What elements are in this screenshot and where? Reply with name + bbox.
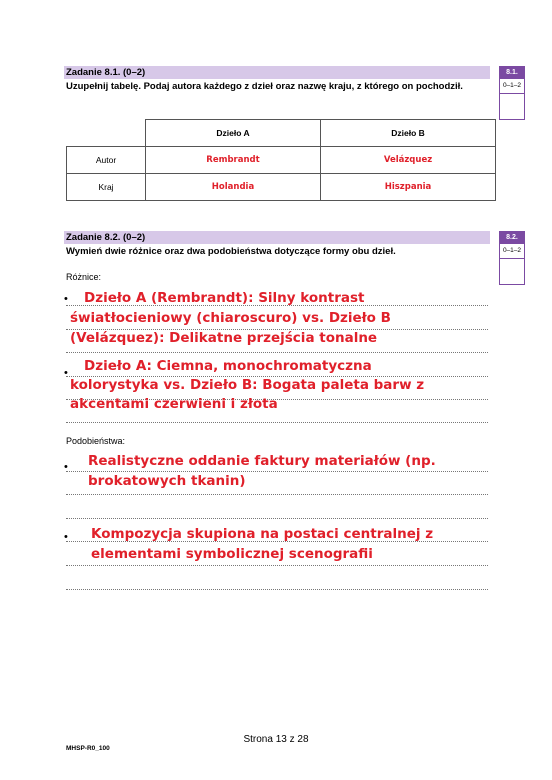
table-header: Dzieło B [321, 120, 496, 147]
table-row [67, 147, 496, 174]
task-instruction: Uzupełnij tabelę. Podaj autora każdego z dzieł oraz nazwę kraju, z którego on pochodził. [66, 81, 463, 92]
bullet: • [64, 367, 68, 379]
answer-text: światłocieniowy (chiaroscuro) vs. Dzieło B [70, 310, 391, 326]
answer-cell[interactable]: Holandia [146, 174, 321, 201]
table-row [67, 174, 496, 201]
differences-label: Różnice: [66, 272, 102, 282]
answer-line [66, 518, 488, 519]
similarities-label: Podobieństwa: [66, 436, 126, 446]
score-box [499, 244, 525, 285]
answer-text: Realistyczne oddanie faktury materiałów (np. [88, 453, 436, 469]
bullet: • [64, 293, 68, 305]
answer-text: Dzieło A (Rembrandt): Silny kontrast [84, 290, 365, 306]
task-title: Zadanie 8.2. (0–2) [66, 232, 146, 243]
score-label: 8.1. [499, 66, 525, 79]
task-instruction: Wymień dwie różnice oraz dwa podobieństwa dotyczące formy obu dzieł. [66, 246, 396, 257]
answer-text: kolorystyka vs. Dzieło B: Bogata paleta barw z [70, 377, 425, 393]
table-header: Dzieło A [146, 120, 321, 147]
row-label: Autor [67, 147, 146, 174]
score-label: 8.2. [499, 231, 525, 244]
page-number: Strona 13 z 28 [243, 734, 309, 745]
answer-line [66, 422, 488, 423]
bullet: • [64, 461, 68, 473]
score-points: 0–1–2 [500, 244, 524, 259]
answer-line [66, 352, 488, 353]
answer-text: brokatowych tkanin) [88, 473, 246, 489]
answer-line [66, 565, 488, 566]
score-points: 0–1–2 [500, 79, 524, 94]
answer-cell[interactable]: Hiszpania [321, 174, 496, 201]
answer-text: Kompozycja skupiona na postaci centralnej z [91, 526, 434, 542]
answer-table [66, 119, 496, 201]
answer-line [66, 494, 488, 495]
document-code: MHSP-R0_100 [66, 745, 110, 752]
row-label: Kraj [67, 174, 146, 201]
answer-cell[interactable]: Velázquez [321, 147, 496, 174]
answer-text: elementami symbolicznej scenografii [91, 546, 373, 562]
answer-text: akcentami czerwieni i złota [70, 396, 278, 412]
table-corner [67, 120, 146, 147]
answer-cell[interactable]: Rembrandt [146, 147, 321, 174]
score-box [499, 79, 525, 120]
bullet: • [64, 531, 68, 543]
task-title: Zadanie 8.1. (0–2) [66, 67, 146, 78]
answer-text: (Velázquez): Delikatne przejścia tonalne [70, 330, 378, 346]
answer-text: Dzieło A: Ciemna, monochromatyczna [84, 358, 372, 374]
answer-line [66, 589, 488, 590]
